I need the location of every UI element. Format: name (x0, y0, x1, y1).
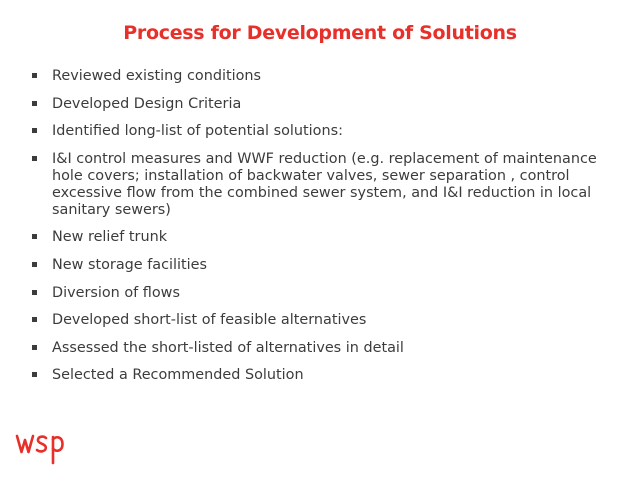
bullet-marker-icon (32, 234, 37, 239)
bullet-item (32, 312, 612, 329)
bullet-marker-icon (32, 128, 37, 133)
bullet-marker-icon (32, 262, 37, 267)
bullet-item (32, 367, 612, 384)
bullet-text: Assessed the short-listed of alternatives in detail (52, 339, 404, 356)
bullet-marker-icon (32, 290, 37, 295)
bullet-item (32, 96, 612, 113)
bullet-text: Selected a Recommended Solution (52, 367, 304, 384)
bullet-marker-icon (32, 73, 37, 78)
bullet-text: New relief trunk (52, 229, 168, 246)
bullet-marker-icon (32, 372, 37, 377)
bullet-text: Diversion of flows (52, 284, 180, 301)
bullet-list (32, 68, 612, 395)
bullet-item (32, 285, 612, 302)
bullet-text: I&I control measures and WWF reduction (e.g. replacement of maintenance hole covers; installation of backwater valves, sewer separation , control excessive flow from the combined sewer system, and I&I reduction in local sanitary sewers) (52, 150, 597, 218)
slide-title: Process for Development of Solutions (123, 22, 517, 44)
wsp-logo (14, 426, 74, 466)
bullet-item (32, 123, 612, 140)
bullet-text: Identified long-list of potential solutions: (52, 123, 343, 140)
bullet-item (32, 151, 612, 219)
bullet-marker-icon (32, 317, 37, 322)
bullet-text: Developed Design Criteria (52, 95, 242, 112)
bullet-item (32, 340, 612, 357)
bullet-item (32, 229, 612, 246)
bullet-marker-icon (32, 156, 37, 161)
bullet-text: New storage facilities (52, 256, 207, 273)
bullet-marker-icon (32, 345, 37, 350)
bullet-item (32, 68, 612, 85)
bullet-text: Developed short-list of feasible alternatives (52, 312, 367, 329)
bullet-text: Reviewed existing conditions (52, 68, 262, 84)
bullet-marker-icon (32, 101, 37, 106)
bullet-item (32, 257, 612, 274)
